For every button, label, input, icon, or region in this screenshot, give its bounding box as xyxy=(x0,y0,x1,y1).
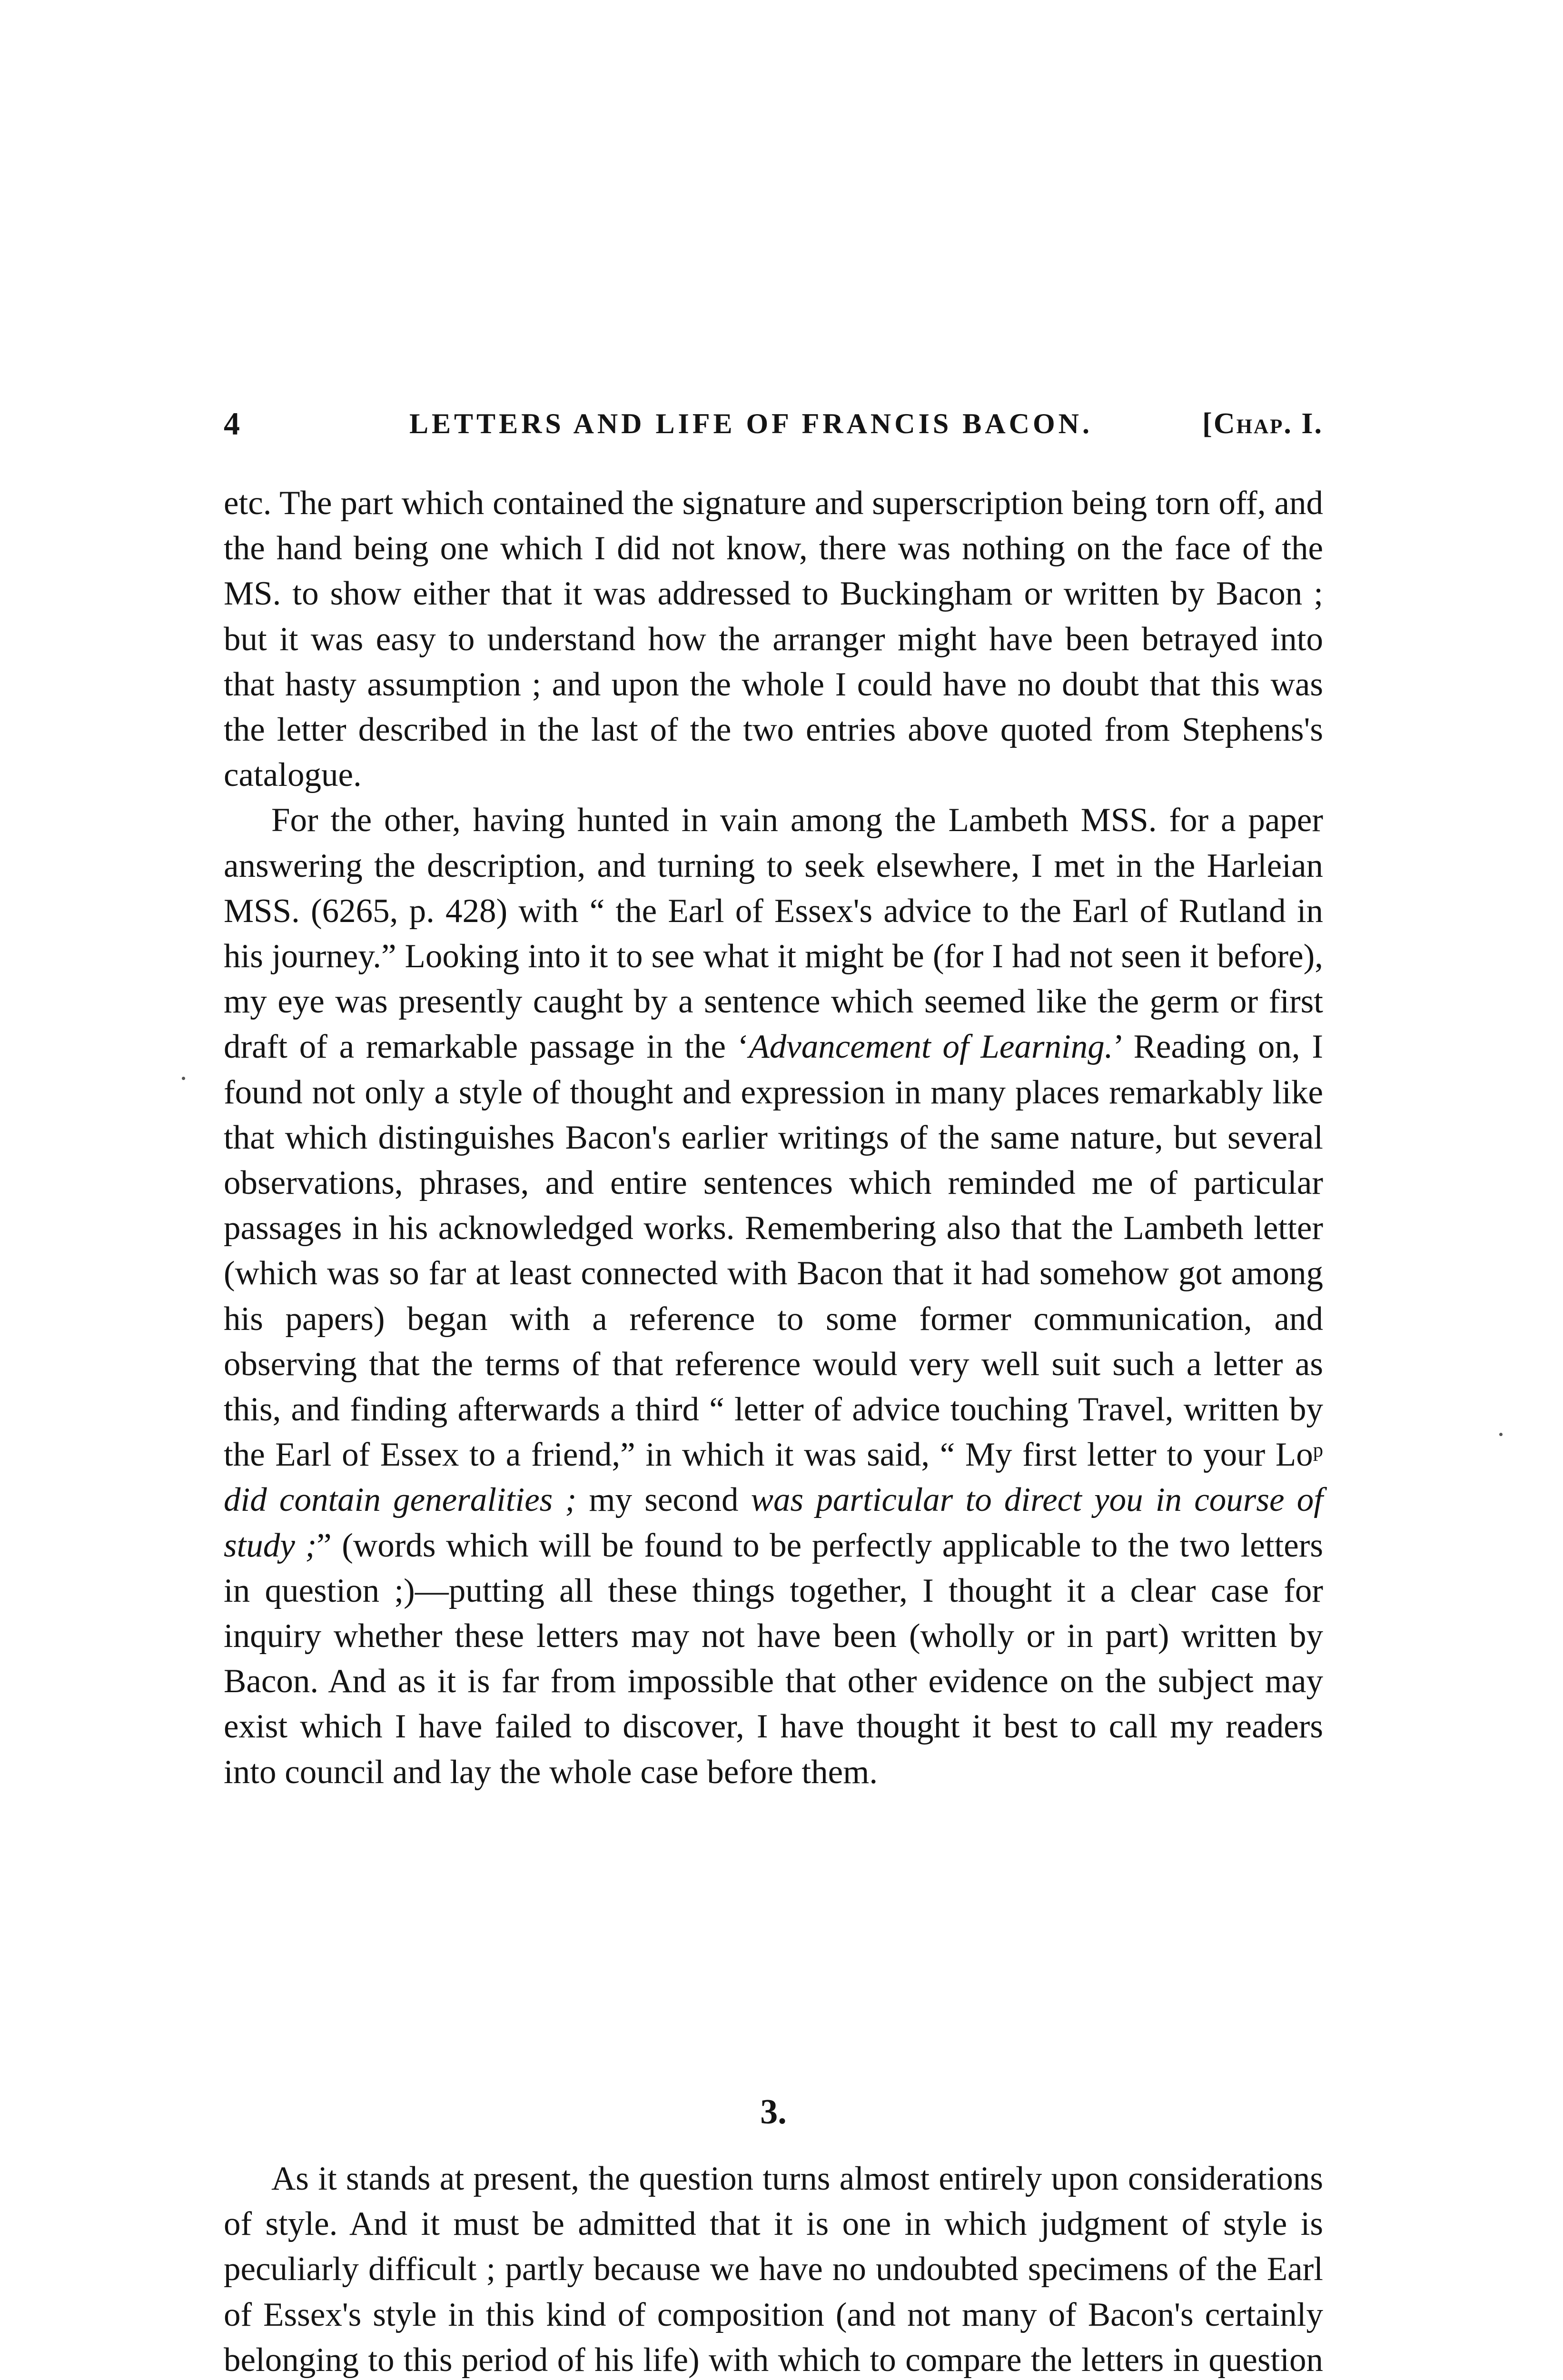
running-head xyxy=(224,402,1323,445)
chapter-marker: [Chap. I. xyxy=(1202,407,1323,440)
paragraph-text-c: my second xyxy=(576,1481,751,1519)
superscript-p: p xyxy=(1313,1439,1323,1462)
paragraph-text-b: ’ Reading on, I found not only a style of thought and expression in many places remarkably like that which distinguishes Bacon's earlier writings of the same nature, but several observations, phrases, and entire sentences which reminded me of particular passages in his acknowledged works. Remembering also that the Lambeth letter (which was so far at least connected with Bacon that it had somehow got among his papers) began with a reference to some former communication, and observing that the terms of that reference would very well suit such a letter as this, and finding afterwards a third “ letter of advice touching Travel, written by the Earl of Essex to a friend,” in which it was said, “ My first letter to your Lo xyxy=(224,1028,1323,1474)
italic-quote-generalities: did contain generalities ; xyxy=(224,1481,577,1519)
paragraph-harleian-letters xyxy=(224,798,1323,1795)
paragraph-style-question: As it stands at present, the question turns almost entirely upon considerations of style. And it must be admitted that it is one in which judgment of style is peculiarly difficult ; partly because we have no undoubted specimens of the Earl of Essex's style in this kind of composition (and not many of Bacon's certainly belonging to this period of his life) with which to compare the letters in question xyxy=(224,2160,1323,2379)
print-speck xyxy=(182,1077,185,1080)
print-speck xyxy=(1499,1433,1503,1436)
page-number: 4 xyxy=(224,406,240,442)
section-number: 3. xyxy=(760,2092,787,2132)
paragraph-text-a: For the other, having hunted in vain among the Lambeth MSS. for a paper answering the description, and turning to seek elsewhere, I met in the Harleian MSS. (6265, p. 428) with “ the Earl of Essex's advice to the Earl of Rutland in his journey.” Looking into it to see what it might be (for I had not seen it before), my eye was presently caught by a sentence which seemed like the germ or first draft of a remarkable passage in the ‘ xyxy=(224,802,1323,1066)
paragraph-continued: etc. The part which contained the signature and superscription being torn off, and the hand being one which I did not know, there was nothing on the face of the MS. to show either that it was addressed to Buckingham or written by Bacon ; but it was easy to understand how the arranger might have been betrayed into that hasty assumption ; and upon the whole I could have no doubt that this was the letter described in the last of the two entries above quoted from Stephens's catalogue. xyxy=(224,485,1323,794)
paragraph-text-d: ” (words which will be found to be perfectly applicable to the two letters in question ;)—putting all these things together, I thought it a clear case for inquiry whether these letters may not have been (wholly or in part) written by Bacon. And as it is far from impossible that other evidence on the subject may exist which I have failed to discover, I have thought it best to call my readers into council and lay the whole case before them. xyxy=(224,1527,1323,1791)
italic-quote-study: was particular to direct you in course of study ; xyxy=(224,1481,1323,1564)
main-text-block xyxy=(224,481,1323,1795)
italic-advancement-of-learning: Advancement of Learning. xyxy=(749,1028,1113,1066)
running-title: LETTERS AND LIFE OF FRANCIS BACON. xyxy=(409,408,1093,439)
section-text-block xyxy=(224,2156,1323,2380)
